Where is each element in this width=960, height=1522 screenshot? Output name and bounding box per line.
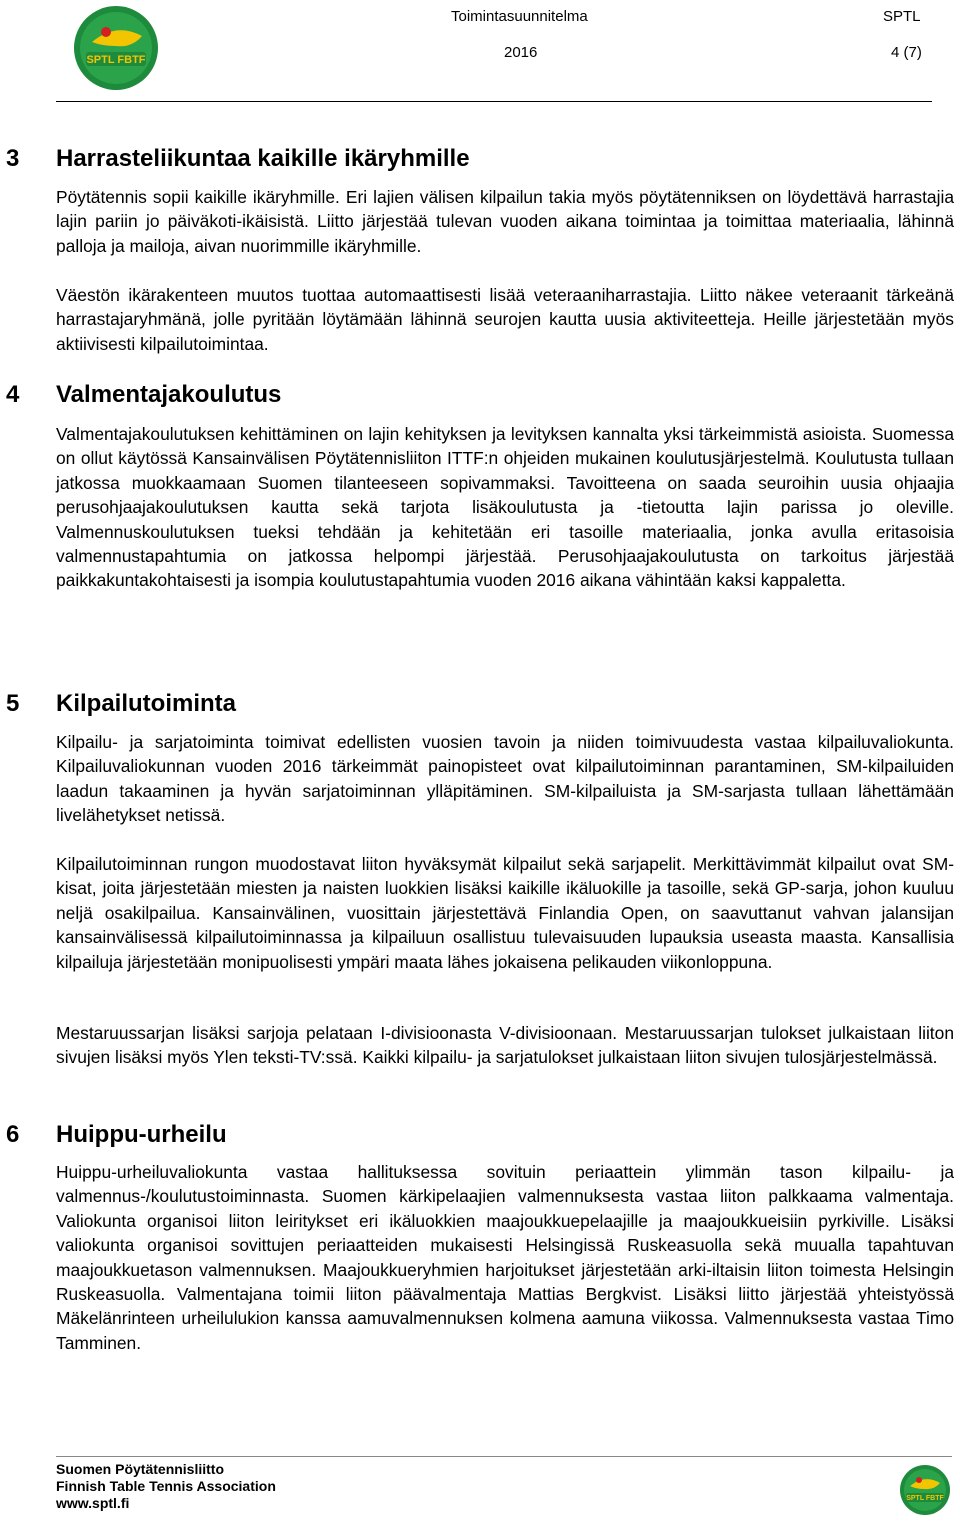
document-year: 2016 xyxy=(504,44,538,61)
body-paragraph: Huippu-urheiluvaliokunta vastaa hallituksessa sovituin periaattein ylimmän tason kilpailu- ja valmennus-/koulutustoiminnasta. Suomen kärkipelaajien valmennuksesta vastaa liiton palkkaama valmentaja. Valiokunta organisoi liiton leiritykset eri ikäluokkien maajoukkuepelaajille ja maajoukkueisiin pyrkiville. Lisäksi valiokunta organisoi sovittujen periaatteiden mukaisesti Helsingissä Ruskeasuolla sekä muualla tapahtuvan maajoukkuetason valmennuksen. Maajoukkueryhmien harjoitukset järjestetään arki-iltaisin liiton toimesta Helsingin Ruskeasuolla. Valmentajana toimii liiton päävalmentaja Mattias Bergkvist. Lisäksi liitto järjestää yhteistyössä Mäkelänrinteen urheilulukion kanssa aamuvalmennuksen kolmena aamuna viikossa. Valmennuksesta vastaa Timo Tamminen. xyxy=(56,1162,954,1353)
section-heading: Harrasteliikuntaa kaikille ikäryhmille xyxy=(56,145,470,172)
footer-website-link[interactable]: www.sptl.fi xyxy=(56,1495,130,1511)
section-number: 6 xyxy=(6,1121,20,1148)
body-paragraph: Mestaruussarjan lisäksi sarjoja pelataan I-divisioonasta V-divisioonaan. Mestaruussarjan tulokset julkaistaan liiton sivujen lisäksi myös Ylen teksti-TV:ssä. Kaikki kilpailu- ja sarjatulokset julkaistaan liiton sivujen tulosjärjestelmässä. xyxy=(56,1023,954,1068)
section-number: 3 xyxy=(6,145,20,172)
body-paragraph: Kilpailutoiminnan rungon muodostavat liiton hyväksymät kilpailut sekä sarjapelit. Merkittävimmät kilpailut ovat SM-kisat, joita järjestetään miesten ja naisten luokkien lisäksi kaikille ikäluokille ja tasoille, sekä GP-sarja, johon kuuluu neljä osakilpailua. Kansainvälinen, vuosittain järjestettävä Finlandia Open, on saavuttanut vahvan jalansijan kansainvälisessä kilpailutoiminnassa ja kilpailuun osallistuu tulevaisuuden lupauksia useasta maasta. Kansallisia kilpailuja järjestetään monipuolisesti ympäri maata lähes jokaisena pelikauden viikonloppuna. xyxy=(56,854,954,972)
section-heading: Kilpailutoiminta xyxy=(56,690,236,717)
footer-org-fi: Suomen Pöytätennisliitto xyxy=(56,1461,225,1477)
svg-text:SPTL FBTF: SPTL FBTF xyxy=(86,54,146,66)
section-number: 4 xyxy=(6,381,20,408)
footer-org-en: Finnish Table Tennis Association xyxy=(56,1478,276,1494)
body-paragraph: Väestön ikärakenteen muutos tuottaa automaattisesti lisää veteraaniharrastajia. Liitto näkee veteraanit tärkeänä harrastajaryhmänä, jolle pyritään löytämään lähinnä seurojen kautta uusia aktiviteetteja. Heille järjestetään myös aktiivisesti kilpailutoimintaa. xyxy=(56,285,954,354)
footer-divider xyxy=(56,1456,952,1457)
section-heading: Huippu-urheilu xyxy=(56,1121,227,1148)
page-number: 4 (7) xyxy=(891,44,922,61)
section-heading: Valmentajakoulutus xyxy=(56,381,282,408)
svg-text:SPTL FBTF: SPTL FBTF xyxy=(906,1495,944,1502)
sptl-logo-small xyxy=(898,1463,952,1517)
footer xyxy=(56,1461,276,1512)
sptl-logo xyxy=(72,2,160,94)
document-title: Toimintasuunnitelma xyxy=(451,8,588,25)
section-number: 5 xyxy=(6,690,20,717)
body-paragraph: Valmentajakoulutuksen kehittäminen on lajin kehityksen ja levityksen kannalta yksi tärkeimmistä asioista. Suomessa on ollut käytössä Kansainvälisen Pöytätennisliiton ITTF:n ohjeiden mukainen koulutusjärjestelmä. Koulutusta tullaan jatkossa muokkaamaan Suomen tilanteeseen sopivammaksi. Tavoitteena on saada seuroihin uusia ohjaajia perusohjaajakoulutuksen kautta sekä tarjota lisäkoulutusta ja -tietoutta lajin parissa jo oleville. Valmennuskoulutuksen tueksi tehdään ja kehitetään eri tasoille materiaalia, jonka avulla eritasoisia valmennustapahtumia on jatkossa helpompi järjestää. Perusohjaajakoulutusta on tarkoitus järjestää paikkakuntakohtaisesti ja isompia koulutustapahtumia vuoden 2016 aikana vähintään kaksi kappaletta. xyxy=(56,424,954,591)
organization-abbreviation: SPTL xyxy=(883,8,921,25)
header-divider xyxy=(56,101,932,102)
body-paragraph: Kilpailu- ja sarjatoiminta toimivat edellisten vuosien tavoin ja niiden toimivuudesta vastaa kilpailuvaliokunta. Kilpailuvaliokunnan vuoden 2016 tärkeimmät painopisteet ovat kilpailutoiminnan parantaminen, SM-kilpailuiden laadun takaaminen ja hyvän sarjatoiminnan ylläpitäminen. SM-kilpailuista ja SM-sarjasta tullaan lähettämään livelähetykset netissä. xyxy=(56,732,954,826)
body-paragraph: Pöytätennis sopii kaikille ikäryhmille. Eri lajien välisen kilpailun takia myös pöytätenniksen on löydettävä harrastajia lajin pariin jo päiväkoti-ikäisistä. Liitto järjestää tulevan vuoden aikana toimintaa ja toimittaa materiaalia, lähinnä palloja ja mailoja, aivan nuorimmille ikäryhmille. xyxy=(56,187,954,256)
